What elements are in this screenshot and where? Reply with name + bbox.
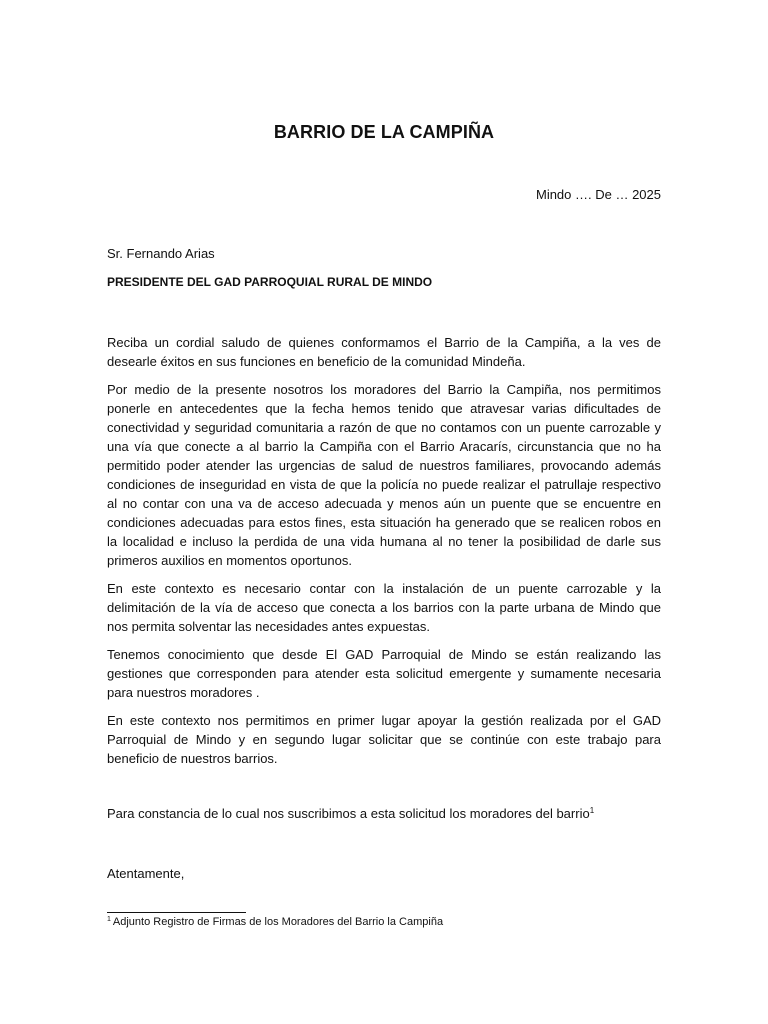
constancia-line bbox=[107, 806, 594, 821]
footnote-number: 1 bbox=[107, 916, 111, 923]
paragraph-knowledge: Tenemos conocimiento que desde El GAD Parroquial de Mindo se están realizando las gestiones que corresponden para atender esta solicitud emergente y sumamente necesaria para nuestros moradores . bbox=[107, 647, 661, 700]
paragraph-background: Por medio de la presente nosotros los moradores del Barrio la Campiña, nos permitimos ponerle en antecedentes que la fecha hemos tenido que atravesar varias dificultades de conectividad y seguridad comunitaria a razón de que no contamos con un puente carrozable y una vía que conecte a al barrio la Campiña con el Barrio Aracarís, circunstancia que no ha permitido poder atender las urgencias de salud de nuestros familiares, provocando además condiciones de inseguridad en vista de que la policía no puede realizar el patrullaje respectivo al no contar con una va de acceso adecuada y menos aún un puente que se encuentre en condiciones adecuadas para estos fines, esta situación ha generado que se realicen robos en la localidad e incluso la perdida de una vida humana al no tener la posibilidad de darle sus primeros auxilios en momentos oportunos. bbox=[107, 382, 661, 568]
footnote-reference: 1 bbox=[589, 806, 595, 815]
document-title: BARRIO DE LA CAMPIÑA bbox=[273, 122, 495, 142]
constancia-text: Para constancia de lo cual nos suscribimos a esta solicitud los moradores del barrio bbox=[107, 806, 590, 821]
footnote-text: Adjunto Registro de Firmas de los Moradores del Barrio la Campiña bbox=[112, 916, 444, 928]
letter-body bbox=[107, 333, 661, 777]
closing-line: Atentamente, bbox=[107, 866, 185, 881]
paragraph-request: En este contexto es necesario contar con la instalación de un puente carrozable y la delimitación de la vía de acceso que conecta a los barrios con la parte urbana de Mindo que nos permita solventar las necesidades antes expuestas. bbox=[107, 581, 661, 634]
paragraph-greeting: Reciba un cordial saludo de quienes conformamos el Barrio de la Campiña, a la ves de desearle éxitos en sus funciones en beneficio de la comunidad Mindeña. bbox=[107, 335, 661, 369]
addressee-name: Sr. Fernando Arias bbox=[107, 246, 215, 261]
footnote-separator bbox=[107, 912, 246, 913]
paragraph-support: En este contexto nos permitimos en primer lugar apoyar la gestión realizada por el GAD Parroquial de Mindo y en segundo lugar solicitar que se continúe con este trabajo para beneficio de nuestros barrios. bbox=[107, 713, 661, 766]
footnote bbox=[107, 916, 443, 928]
date-line: Mindo …. De … 2025 bbox=[535, 187, 661, 202]
addressee-position: PRESIDENTE DEL GAD PARROQUIAL RURAL DE MINDO bbox=[107, 275, 433, 289]
